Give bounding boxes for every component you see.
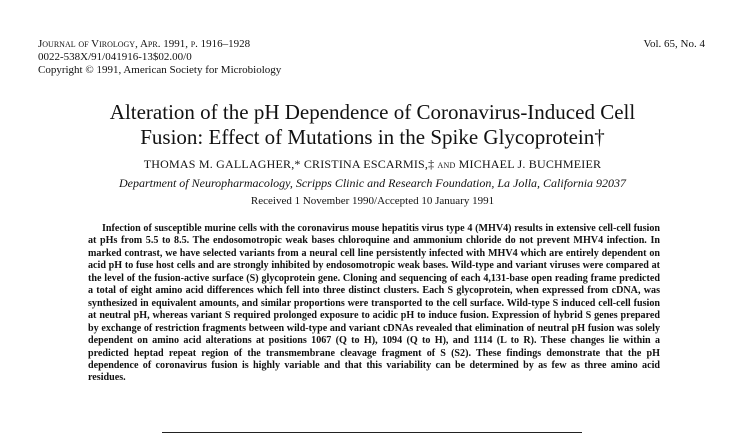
authors-and: and — [437, 157, 456, 171]
title-line-1: Alteration of the pH Dependence of Coronavirus-Induced Cell — [109, 100, 636, 124]
issn-line: 0022-538X/91/041916-13$02.00/0 — [38, 51, 192, 63]
affiliation: Department of Neuropharmacology, Scripps Clinic and Research Foundation, La Jolla, California 92037 — [118, 176, 627, 190]
abstract-text: Infection of susceptible murine cells with the coronavirus mouse hepatitis virus type 4 (MHV4) results in extensive cell-cell fusion at pHs from 5.5 to 8.5. The endosomotropic weak bases chloroquine and ammonium chloride do not prevent MHV4 infection. In marked contrast, we have selected variants from a neural cell line persistently infected with MHV4 which are entirely dependent on acid pH to fuse host cells and are strongly inhibited by endosomotropic weak bases. Wild-type and variant viruses were compared at the level of the fusion-active surface (S) glycoprotein gene. Cloning and sequencing of each 4,131-base open reading frame predicted a total of eight amino acid differences which fell into three distinct clusters. Each S glycoprotein, when expressed from cDNA, was synthesized in equivalent amounts, and similar proportions were transported to the cell surface. Wild-type S induced cell-cell fusion at neutral pH, whereas variant S required prolonged exposure to acidic pH to induce fusion. Expression of hybrid S genes prepared by exchange of restriction fragments between wild-type and variant cDNAs revealed that elimination of neutral pH fusion was solely dependent on amino acid alterations at positions 1067 (Q to H), 1094 (Q to H), and 1114 (L to R). These changes lie within a predicted heptad repeat region of the transmembrane cleavage fragment of S (S2). These findings demonstrate that the pH dependence of coronavirus fusion is highly variable and that this variability can be determined by as few as three amino acid residues. — [88, 223, 660, 384]
copyright-line: Copyright © 1991, American Society for Microbiology — [38, 64, 282, 76]
volume-number: Vol. 65, No. 4 — [643, 38, 705, 50]
journal-citation: Journal of Virology, Apr. 1991, p. 1916–1928 — [38, 38, 251, 50]
journal-header — [38, 38, 281, 77]
article-title — [40, 100, 705, 150]
authors-part-1: THOMAS M. GALLAGHER,* CRISTINA ESCARMIS,‡ — [143, 157, 438, 171]
authors-part-2: MICHAEL J. BUCHMEIER — [455, 157, 602, 171]
title-line-2: Fusion: Effect of Mutations in the Spike Glycoprotein† — [140, 125, 605, 149]
separator-rule — [162, 432, 582, 433]
received-dates: Received 1 November 1990/Accepted 10 January 1991 — [250, 195, 495, 207]
author-list — [40, 157, 705, 172]
